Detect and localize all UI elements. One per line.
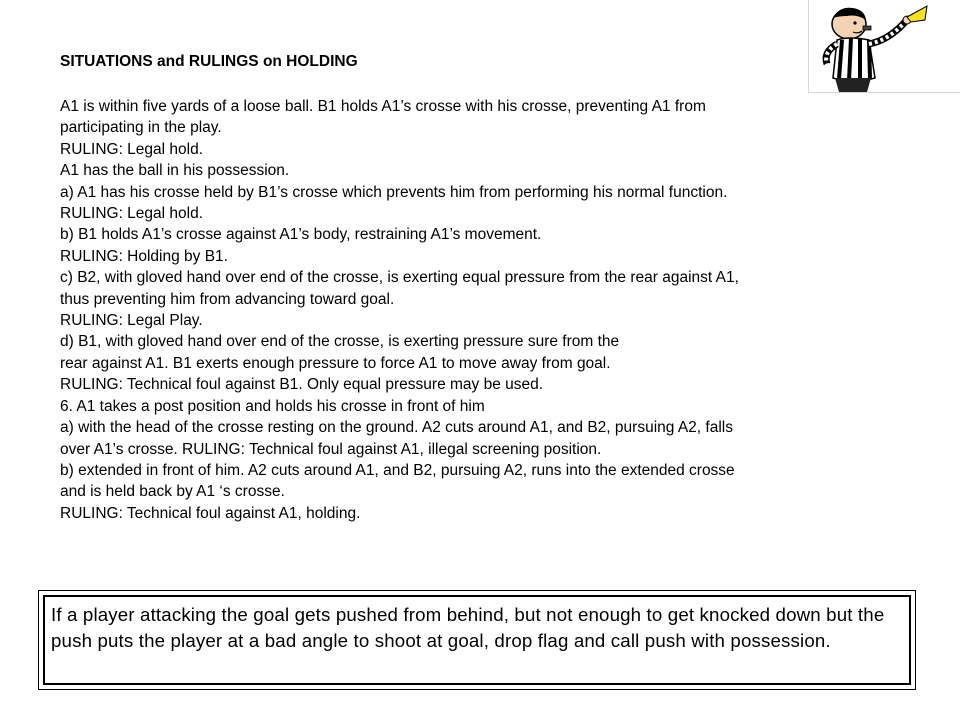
text-line: thus preventing him from advancing toward goal. [60, 290, 395, 308]
text-line: b) extended in front of him. A2 cuts around A1, and B2, pursuing A2, runs into the extended crosse [60, 461, 735, 479]
text-line: and is held back by A1 ‘s crosse. [60, 483, 285, 501]
text-line: RULING: Technical foul against B1. Only equal pressure may be used. [60, 376, 544, 394]
text-line: a) A1 has his crosse held by B1’s crosse which prevents him from performing his normal function. [60, 183, 728, 201]
text-line: A1 is within five yards of a loose ball. B1 holds A1’s crosse with his crosse, preventing A1 from [60, 98, 706, 115]
text-line: RULING: Technical foul against A1, holding. [60, 504, 361, 522]
text-line: a) with the head of the crosse resting on the ground. A2 cuts around A1, and B2, pursuing A2, falls [60, 419, 733, 437]
note-text: If a player attacking the goal gets pushed from behind, but not enough to get knocked down but the push puts the player at a bad angle to shoot at goal, drop flag and call push with possession. [51, 604, 885, 651]
note-inner-border [43, 595, 911, 685]
text-line: over A1’s crosse. RULING: Technical foul against A1, illegal screening position. [60, 440, 602, 458]
referee-image [808, 0, 960, 93]
text-line: 6. A1 takes a post position and holds his crosse in front of him [60, 397, 485, 415]
text-line: participating in the play. [60, 119, 222, 137]
text-line: RULING: Legal hold. [60, 205, 204, 223]
text-line: RULING: Legal Play. [60, 312, 203, 330]
note-box [38, 590, 916, 690]
text-line: b) B1 holds A1’s crosse against A1’s body, restraining A1’s movement. [60, 226, 542, 244]
rulings-text [60, 96, 880, 524]
text-line: rear against A1. B1 exerts enough pressure to force A1 to move away from goal. [60, 354, 611, 372]
text-line: c) B2, with gloved hand over end of the crosse, is exerting equal pressure from the rear against A1, [60, 269, 739, 287]
page-title: SITUATIONS and RULINGS on HOLDING [60, 53, 358, 70]
referee-clipart [809, 0, 960, 92]
text-line: A1 has the ball in his possession. [60, 162, 290, 180]
text-line: RULING: Legal hold. [60, 140, 204, 158]
text-line: d) B1, with gloved hand over end of the crosse, is exerting pressure sure from the [60, 333, 620, 351]
text-line: RULING: Holding by B1. [60, 247, 228, 265]
